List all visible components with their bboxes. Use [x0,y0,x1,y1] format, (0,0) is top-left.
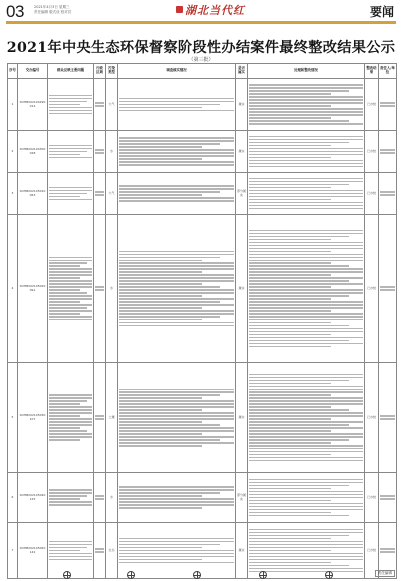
row-number: 7 [8,523,18,579]
page-subtitle: （第三批） [188,57,214,63]
col-header-issue: 群众反映主要问题 [48,64,94,79]
table-row [8,131,397,173]
owner-cell [379,473,397,523]
handling-text [248,131,365,173]
owner-cell [379,215,397,363]
investigation-text [118,215,236,363]
verdict-cell: 属实 [236,215,248,363]
issue-text [48,79,94,131]
registration-mark-icon [193,571,201,579]
col-header-no: 序号 [8,64,18,79]
region-cell [94,215,106,363]
editor-credits: 责任编辑 版式设 校对员 [34,10,72,14]
registration-mark-icon [127,571,135,579]
col-header-result: 整改结果 [365,64,379,79]
verdict-cell: 部分属实 [236,173,248,215]
owner-cell [379,173,397,215]
pollution-type: 大气 [106,173,118,215]
row-number: 3 [8,173,18,215]
result-cell: 已办结 [365,79,379,131]
result-cell: 已办结 [365,131,379,173]
row-number: 2 [8,131,18,173]
verdict-cell: 属实 [236,523,248,579]
section-label: 要闻 [369,5,394,19]
logo-mark-icon [176,6,183,13]
investigation-text [118,473,236,523]
pollution-type: 水 [106,473,118,523]
verdict-cell: 部分属实 [236,473,248,523]
verdict-cell: 属实 [236,363,248,473]
case-code: D2HB202104290012 [18,79,48,131]
result-cell: 已办结 [365,523,379,579]
table-row [8,473,397,523]
investigation-text [118,79,236,131]
pollution-type: 水 [106,215,118,363]
pollution-type: 生态 [106,523,118,579]
row-number: 1 [8,79,18,131]
registration-mark-icon [63,571,71,579]
registration-mark-icon [259,571,267,579]
pollution-type: 土壤 [106,363,118,473]
col-header-investigation: 调查核实情况 [118,64,236,79]
registration-mark-icon [325,571,333,579]
region-cell [94,363,106,473]
region-cell [94,173,106,215]
editor-note: 责任编辑 [375,570,395,577]
page-title: 2021年中央生态环保督察阶段性办结案件最终整改结果公示 [6,40,396,56]
result-cell: 已办结 [365,215,379,363]
investigation-text [118,363,236,473]
case-code: D2HB202105050142 [18,523,48,579]
row-number: 5 [8,363,18,473]
issue-text [48,363,94,473]
cases-table [7,63,397,579]
issue-text [48,473,94,523]
issue-text [48,215,94,363]
owner-cell [379,79,397,131]
result-cell: 已办结 [365,473,379,523]
pollution-type: 水 [106,131,118,173]
col-header-owner: 责任人/单位 [379,64,397,79]
region-cell [94,79,106,131]
region-cell [94,131,106,173]
verdict-cell: 属实 [236,131,248,173]
page-number: 03 [6,2,24,21]
verdict-cell: 属实 [236,79,248,131]
newspaper-logo [176,2,245,18]
handling-text [248,215,365,363]
col-header-code: 交办编号 [18,64,48,79]
table-row [8,363,397,473]
case-code: D2HB202105040125 [18,473,48,523]
result-cell: 已办结 [365,173,379,215]
publication-info [34,5,71,15]
handling-text [248,79,365,131]
investigation-text [118,173,236,215]
handling-text [248,473,365,523]
case-code: D2HB202105010063 [18,173,48,215]
col-header-verdict: 是否属实 [236,64,248,79]
issue-text [48,173,94,215]
region-cell [94,473,106,523]
row-number: 6 [8,473,18,523]
header-divider [6,21,396,24]
table-row [8,79,397,131]
publication-date: 2021年4月3日 星期三 [34,5,70,9]
owner-cell [379,131,397,173]
owner-cell [379,363,397,473]
table-header-row [8,64,397,79]
handling-text [248,363,365,473]
table-row [8,173,397,215]
case-code: D2HB202104300028 [18,131,48,173]
case-code: D2HB202105030107 [18,363,48,473]
page-footer [7,570,395,580]
issue-text [48,131,94,173]
col-header-type: 污染类型 [106,64,118,79]
logo-text: 湖北当代红 [185,4,245,17]
pollution-type: 大气 [106,79,118,131]
masthead [0,0,402,34]
col-header-region: 行政区域 [94,64,106,79]
result-cell: 已办结 [365,363,379,473]
case-code: D2HB202105020091 [18,215,48,363]
investigation-text [118,131,236,173]
col-header-handling: 处理和整改情况 [248,64,365,79]
table-row [8,215,397,363]
row-number: 4 [8,215,18,363]
handling-text [248,173,365,215]
